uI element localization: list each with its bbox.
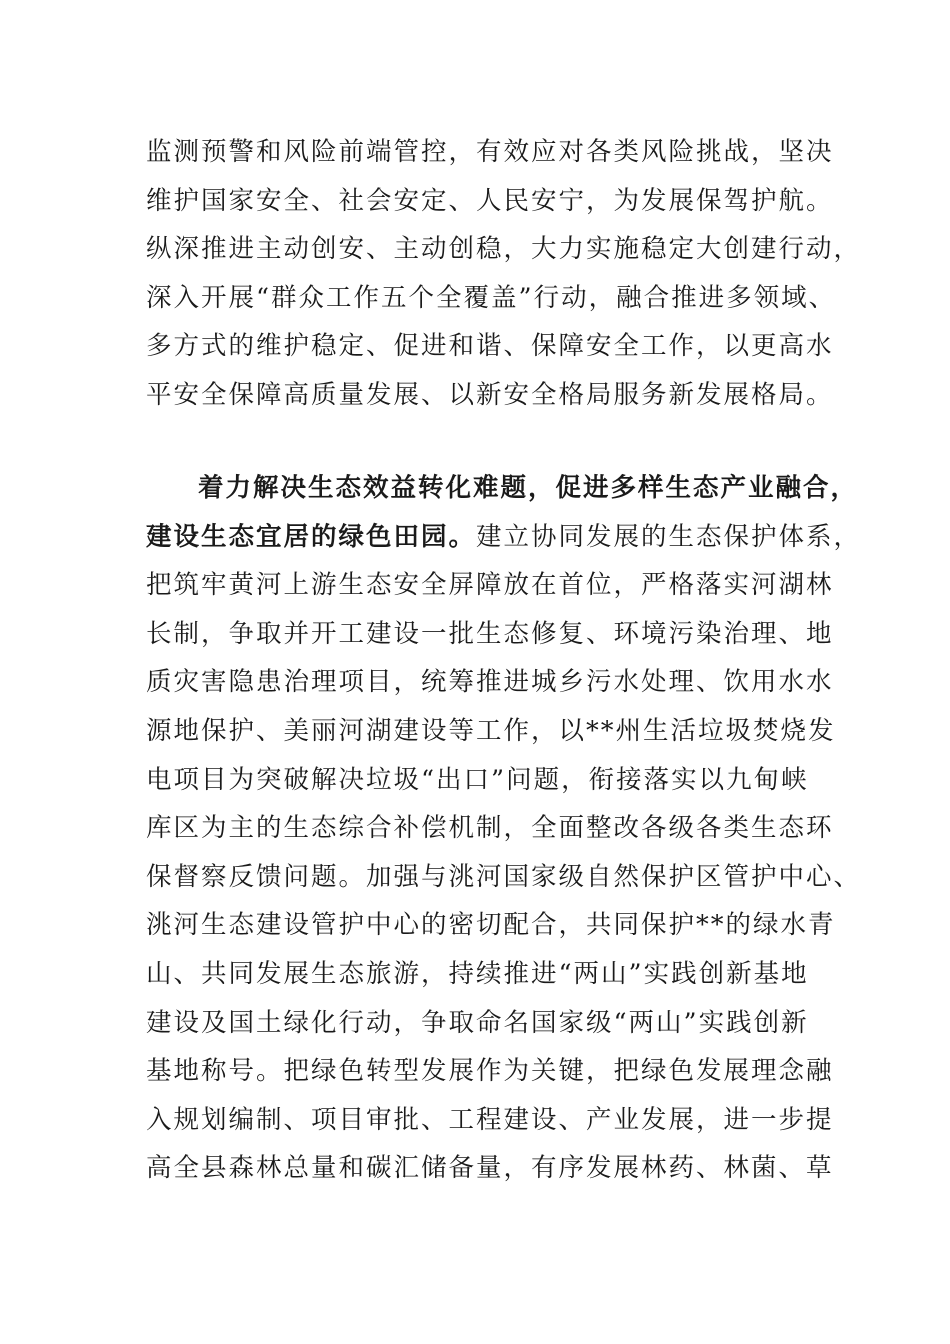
paragraph-line: 多方式的维护稳定、促进和谐、保障安全工作，以更高水 — [146, 331, 834, 362]
paragraph-line: 库区为主的生态综合补偿机制，全面整改各级各类生态环 — [146, 813, 834, 844]
paragraph-heading-continued — [146, 513, 862, 562]
paragraph-line: 纵深推进主动创安、主动创稳，大力实施稳定大创建行动， — [146, 234, 862, 265]
paragraph-line: 电项目为突破解决垃圾“出口”问题，衔接落实以九甸峡 — [146, 764, 809, 795]
paragraph-line: 长制，争取并开工建设一批生态修复、环境污染治理、地 — [146, 618, 834, 649]
paragraph-line: 质灾害隐患治理项目，统筹推进城乡污水处理、饮用水水 — [146, 667, 834, 698]
paragraph-line: 入规划编制、项目审批、工程建设、产业发展，进一步提 — [146, 1104, 834, 1135]
paragraph-line: 保督察反馈问题。加强与洮河国家级自然保护区管护中心、 — [146, 861, 862, 892]
paragraph-line: 把筑牢黄河上游生态安全屏障放在首位，严格落实河湖林 — [146, 570, 834, 601]
paragraph-line: 山、共同发展生态旅游，持续推进“两山”实践创新基地 — [146, 958, 809, 989]
paragraph-text: 建立协同发展的生态保护体系， — [476, 521, 862, 552]
paragraph-line: 监测预警和风险前端管控，有效应对各类风险挑战，坚决 — [146, 137, 834, 167]
paragraph-line: 源地保护、美丽河湖建设等工作，以**州生活垃圾焚烧发 — [146, 715, 836, 746]
paragraph-line: 建设及国土绿化行动，争取命名国家级“两山”实践创新 — [146, 1007, 809, 1038]
paragraph-security — [146, 128, 862, 420]
paragraph-heading: 着力解决生态效益转化难题，促进多样生态产业融合， — [198, 473, 859, 503]
paragraph-heading-bold: 建设生态宜居的绿色田园。 — [146, 521, 477, 552]
paragraph-line: 洮河生态建设管护中心的密切配合，共同保护**的绿水青 — [146, 910, 836, 941]
paragraph-ecology — [146, 464, 862, 1193]
paragraph-line: 维护国家安全、社会安定、人民安宁，为发展保驾护航。 — [146, 185, 834, 216]
paragraph-line: 平安全保障高质量发展、以新安全格局服务新发展格局。 — [146, 379, 834, 410]
paragraph-line: 深入开展“群众工作五个全覆盖”行动，融合推进多领域、 — [146, 282, 837, 313]
paragraph-line: 高全县森林总量和碳汇储备量，有序发展林药、林菌、草 — [146, 1153, 834, 1184]
paragraph-line: 基地称号。把绿色转型发展作为关键，把绿色发展理念融 — [146, 1056, 834, 1087]
